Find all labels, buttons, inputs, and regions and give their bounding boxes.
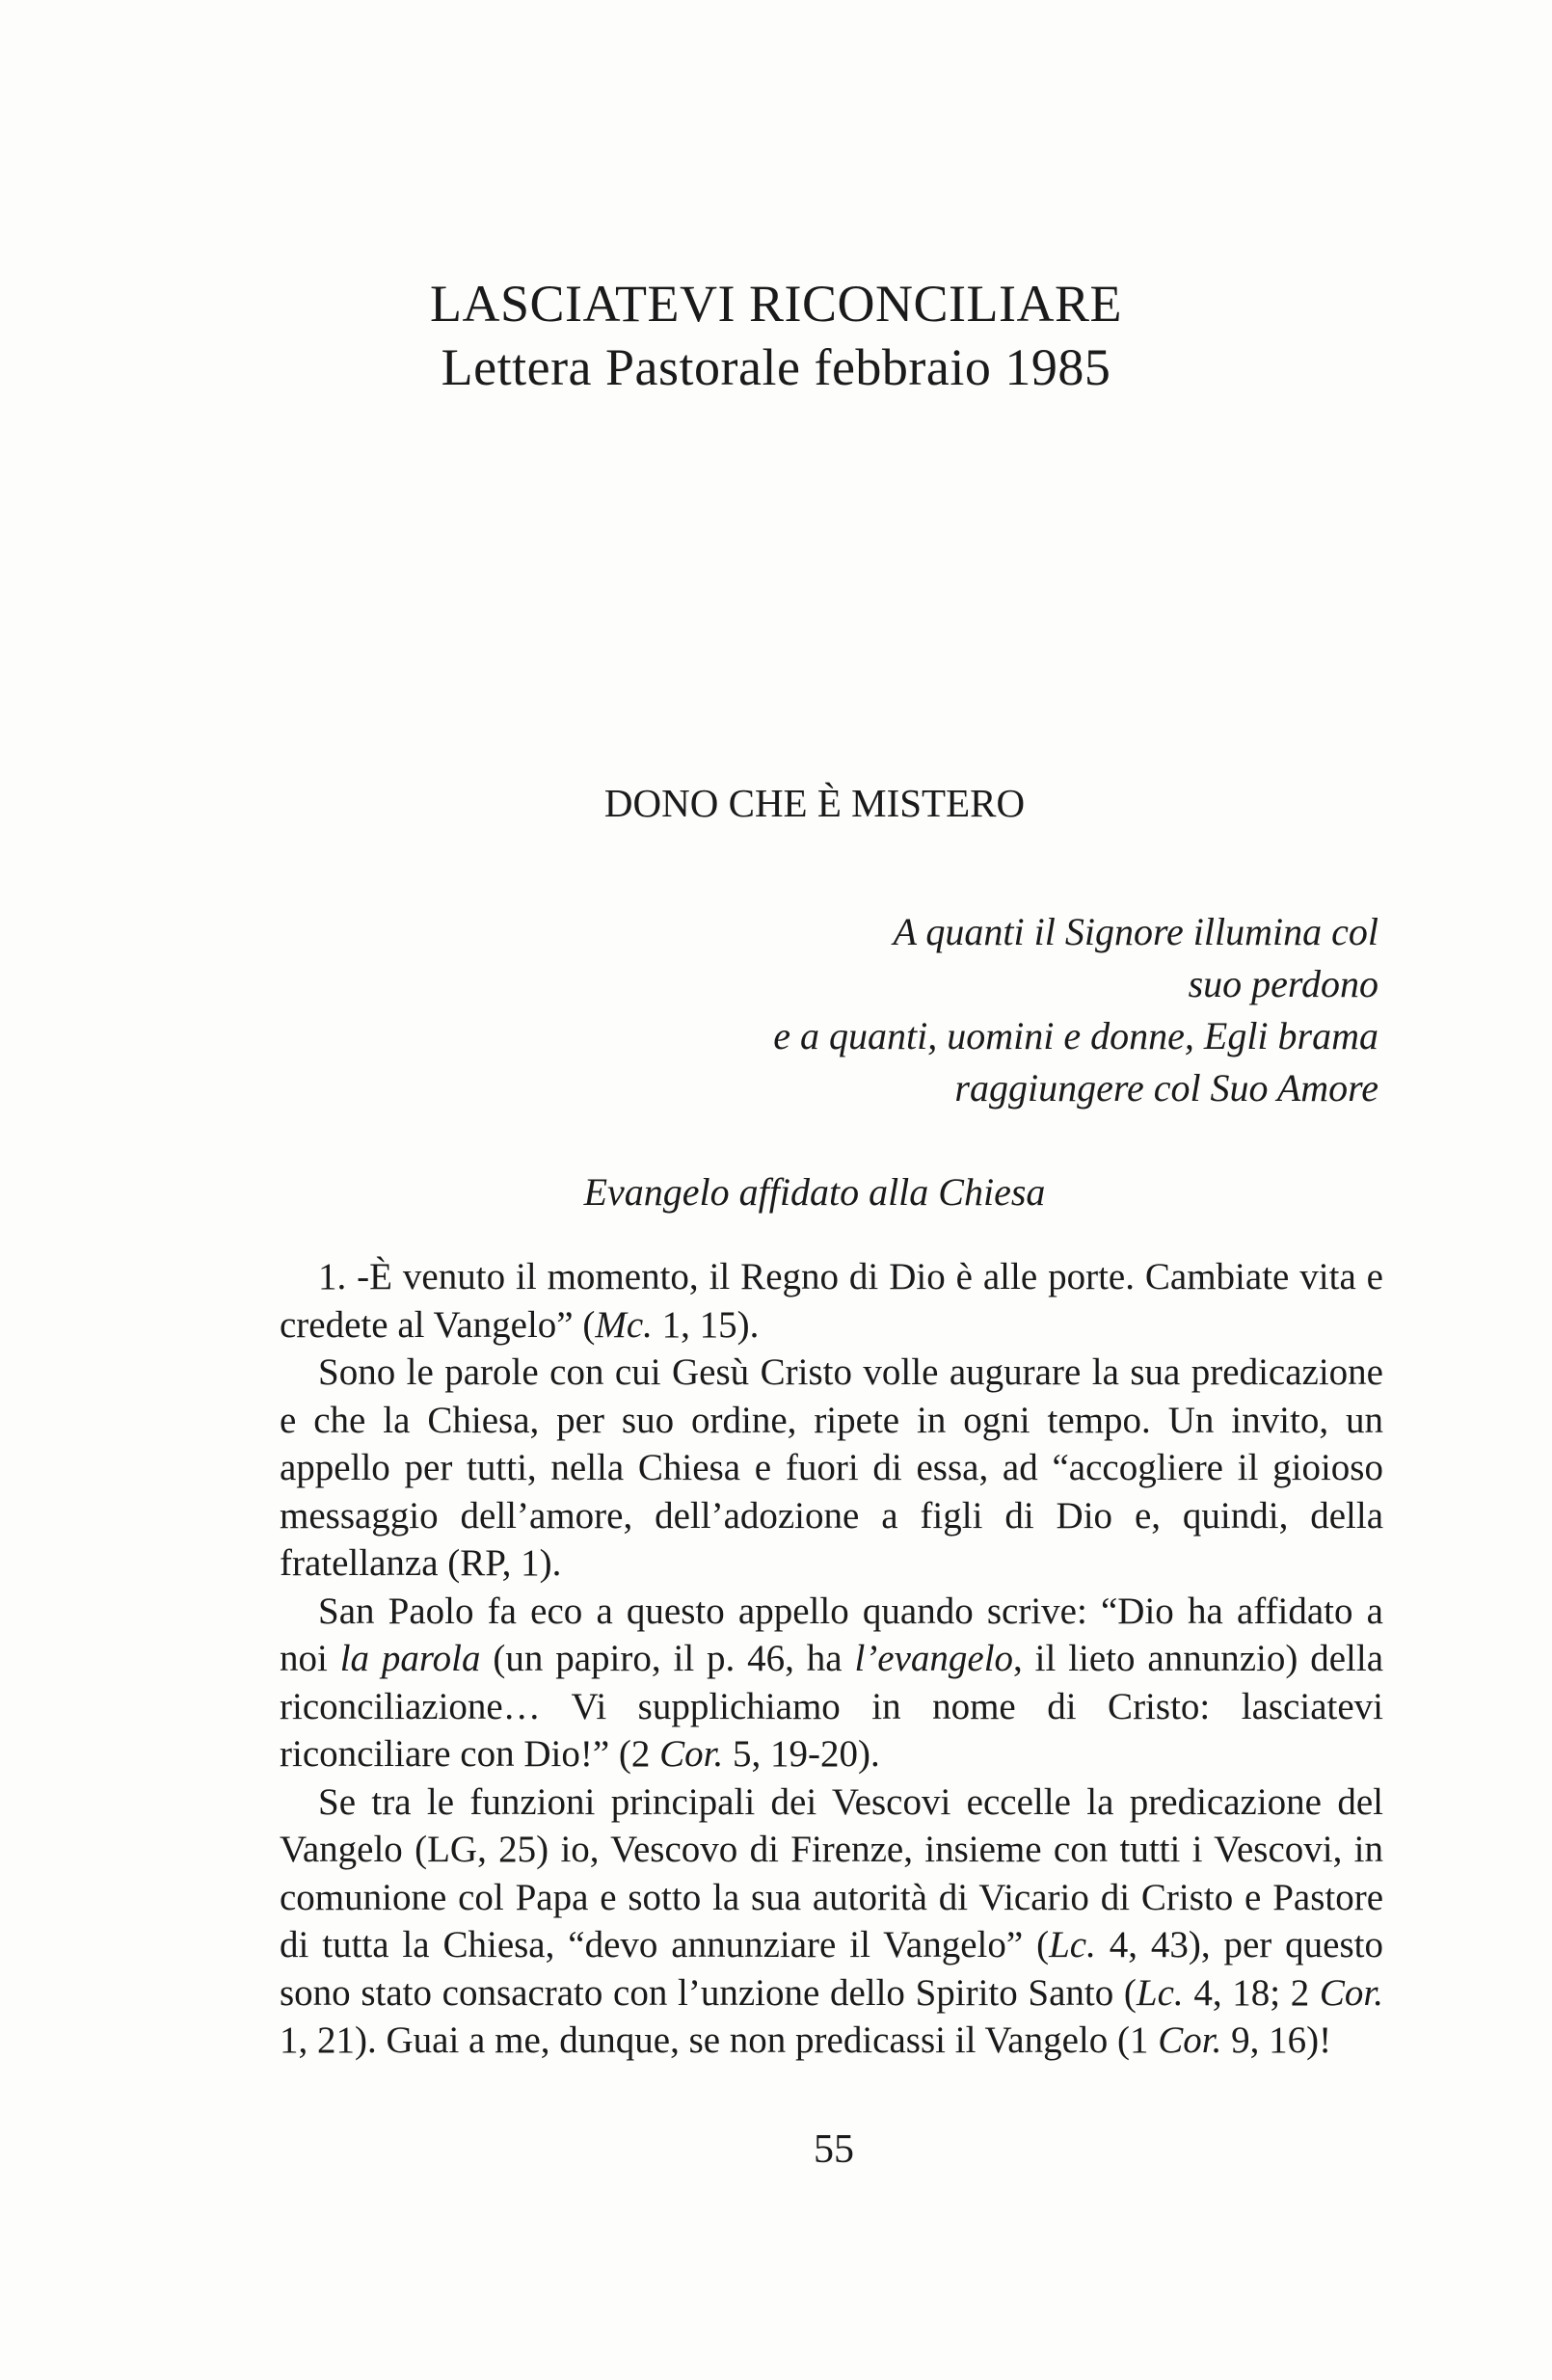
paragraph-text: 5, 19-20). <box>723 1733 880 1775</box>
paragraph-text: 1. -È venuto il momento, il Regno di Dio è alle porte. Cambiate vita e credete al Vangelo” ( <box>280 1256 1383 1346</box>
page-number: 55 <box>814 2127 854 2172</box>
subsection-heading: Evangelo affidato alla Chiesa <box>583 1170 1046 1214</box>
document-title: LASCIATEVI RICONCILIARE <box>430 275 1122 333</box>
paragraph-2: Sono le parole con cui Gesù Cristo volle augurare la sua predicazione e che la Chiesa, per suo ordine, ripete in ogni tempo. Un invito, un appello per tutti, nella Chiesa e fuori di essa, ad “accogliere il gioioso messaggio dell’amore, dell’adozione a figli di Dio e, quindi, della fratellanza (RP, 1). <box>280 1351 1383 1584</box>
citation-reference: Cor. <box>659 1733 724 1775</box>
document-subtitle: Lettera Pastorale febbraio 1985 <box>441 338 1111 396</box>
paragraph-text: , il lieto annunzio) della riconciliazione… Vi supplichiamo in nome di Cristo: lasciatevi riconciliare con Dio!” (2 <box>280 1638 1383 1775</box>
citation-reference: Mc. <box>595 1303 653 1346</box>
citation-reference: Cor. <box>1319 1971 1383 2014</box>
paragraph-1 <box>280 1253 1383 1349</box>
paragraph-text: 4, 18; 2 <box>1183 1971 1320 2014</box>
paragraph-4 <box>280 1778 1383 2065</box>
italic-term: l’evangelo <box>854 1638 1014 1679</box>
citation-reference: Lc. <box>1136 1971 1184 2014</box>
epigraph-line: A quanti il Signore illumina col <box>893 910 1378 953</box>
paragraph-text: San Paolo fa eco a questo appello quando scrive: “Dio ha affidato a noi <box>280 1590 1383 1679</box>
citation-reference: Lc. <box>1049 1924 1096 1966</box>
paragraph-3 <box>280 1588 1383 1778</box>
italic-term: la parola <box>339 1638 481 1679</box>
title-block <box>0 272 1552 399</box>
paragraph-text: 1, 21). Guai a me, dunque, se non predicassi il Vangelo (1 <box>280 2019 1159 2061</box>
epigraph <box>511 906 1378 1114</box>
section-heading: DONO CHE È MISTERO <box>603 781 1026 825</box>
body-text <box>280 1253 1383 2065</box>
paragraph-text: Se tra le funzioni principali dei Vescovi eccelle la predicazione del Vangelo (LG, 25) io, Vescovo di Firenze, insieme con tutti i Vescovi, in comunione col Papa e sotto la sua autorità di Vicario di Cristo e Pastore di tutta la Chiesa, “devo annunziare il Vangelo” ( <box>280 1780 1383 1966</box>
paragraph-text: 4, 43), per questo sono stato consacrato con l’unzione dello Spirito Santo ( <box>280 1924 1384 2014</box>
citation-reference: Cor. <box>1158 2019 1222 2061</box>
epigraph-line: e a quanti, uomini e donne, Egli brama <box>773 1014 1378 1057</box>
paragraph-text: (un papiro, il p. 46, ha <box>480 1638 855 1679</box>
epigraph-line: raggiungere col Suo Amore <box>954 1066 1378 1110</box>
paragraph-text: 1, 15). <box>652 1303 760 1346</box>
epigraph-line: suo perdono <box>1188 962 1378 1005</box>
paragraph-text: 9, 16)! <box>1221 2019 1332 2061</box>
